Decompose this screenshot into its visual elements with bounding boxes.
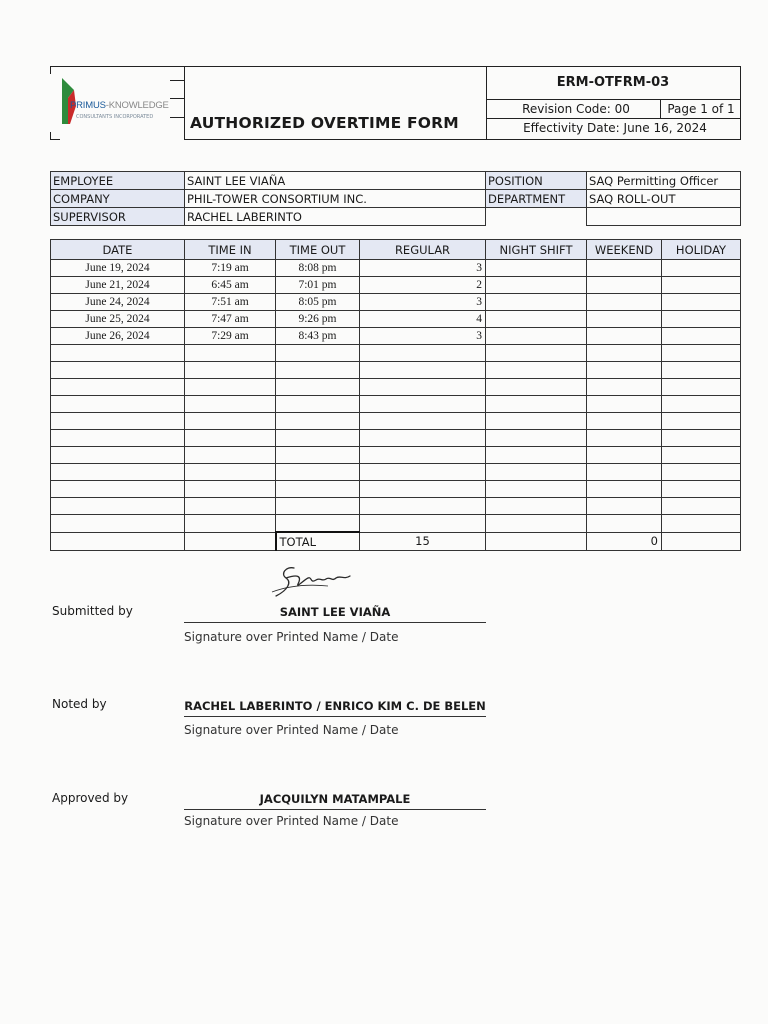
supervisor-label: SUPERVISOR [51, 208, 185, 226]
time-in-cell [185, 447, 276, 464]
holiday-cell [662, 362, 741, 379]
time-in-cell: 7:29 am [185, 328, 276, 345]
col-night-shift-header: NIGHT SHIFT [486, 240, 587, 260]
holiday-cell [662, 311, 741, 328]
holiday-cell [662, 260, 741, 277]
date-cell [51, 498, 185, 515]
noted-by-label: Noted by [52, 697, 107, 711]
regular-cell [360, 464, 486, 481]
time-in-cell [185, 362, 276, 379]
logo-tagline: CONSULTANTS INCORPORATED [76, 114, 154, 120]
weekend-cell [587, 362, 662, 379]
form-title: AUTHORIZED OVERTIME FORM [190, 114, 459, 132]
holiday-cell [662, 430, 741, 447]
night-shift-cell [486, 260, 587, 277]
date-cell [51, 396, 185, 413]
time-in-cell [185, 498, 276, 515]
regular-cell: 3 [360, 294, 486, 311]
position-label: POSITION [486, 172, 587, 190]
night-shift-cell [486, 345, 587, 362]
holiday-cell [662, 447, 741, 464]
weekend-cell [587, 413, 662, 430]
holiday-cell [662, 294, 741, 311]
weekend-cell [587, 379, 662, 396]
weekend-cell [587, 328, 662, 345]
table-row [51, 379, 741, 396]
company-logo [56, 74, 176, 130]
total-blank-1 [51, 532, 185, 551]
approved-by-name: JACQUILYN MATAMPALE [184, 792, 486, 810]
time-out-cell: 8:43 pm [276, 328, 360, 345]
time-out-cell [276, 481, 360, 498]
header-right-border [740, 66, 741, 140]
night-shift-cell [486, 396, 587, 413]
holiday-cell [662, 328, 741, 345]
weekend-cell [587, 311, 662, 328]
total-regular: 15 [360, 532, 486, 551]
header-top-border [50, 66, 740, 67]
regular-cell [360, 345, 486, 362]
submitted-by-label: Submitted by [52, 604, 133, 618]
holiday-cell [662, 515, 741, 533]
time-in-cell [185, 464, 276, 481]
position-value: SAQ Permitting Officer [587, 172, 741, 190]
blank-cell [486, 208, 587, 226]
time-out-cell [276, 396, 360, 413]
weekend-cell [587, 396, 662, 413]
holiday-cell [662, 379, 741, 396]
col-regular-header: REGULAR [360, 240, 486, 260]
department-label: DEPARTMENT [486, 190, 587, 208]
date-cell [51, 481, 185, 498]
supervisor-row [51, 208, 741, 226]
date-cell [51, 430, 185, 447]
time-out-cell [276, 430, 360, 447]
time-in-cell [185, 481, 276, 498]
night-shift-cell [486, 294, 587, 311]
night-shift-cell [486, 447, 587, 464]
time-in-cell [185, 413, 276, 430]
table-row [51, 260, 741, 277]
company-label: COMPANY [51, 190, 185, 208]
time-in-cell [185, 345, 276, 362]
time-in-cell [185, 515, 276, 533]
regular-cell: 4 [360, 311, 486, 328]
night-shift-cell [486, 328, 587, 345]
holiday-cell [662, 481, 741, 498]
total-row [51, 532, 741, 551]
col-holiday-header: HOLIDAY [662, 240, 741, 260]
time-out-cell [276, 362, 360, 379]
night-shift-cell [486, 430, 587, 447]
date-cell: June 26, 2024 [51, 328, 185, 345]
overtime-body [51, 260, 741, 551]
table-row [51, 430, 741, 447]
weekend-cell [587, 345, 662, 362]
time-out-cell [276, 464, 360, 481]
holiday-cell [662, 277, 741, 294]
time-in-cell: 7:47 am [185, 311, 276, 328]
time-out-cell [276, 498, 360, 515]
time-out-cell: 7:01 pm [276, 277, 360, 294]
total-weekend: 0 [587, 532, 662, 551]
header-revision-underline [486, 118, 740, 119]
table-row [51, 498, 741, 515]
header-title-underline [184, 139, 486, 140]
table-row [51, 277, 741, 294]
regular-cell: 2 [360, 277, 486, 294]
signature-scribble-icon [268, 562, 360, 602]
table-row [51, 362, 741, 379]
time-in-cell [185, 396, 276, 413]
weekend-cell [587, 430, 662, 447]
time-in-cell [185, 379, 276, 396]
table-row [51, 464, 741, 481]
time-in-cell: 6:45 am [185, 277, 276, 294]
logo-secondary-text: KNOWLEDGE [108, 100, 169, 111]
weekend-cell [587, 481, 662, 498]
date-cell: June 19, 2024 [51, 260, 185, 277]
date-cell [51, 345, 185, 362]
weekend-cell [587, 260, 662, 277]
holiday-cell [662, 413, 741, 430]
time-out-cell [276, 345, 360, 362]
overtime-header-row [51, 240, 741, 260]
total-night-shift [486, 532, 587, 551]
total-holiday [662, 532, 741, 551]
regular-cell: 3 [360, 328, 486, 345]
time-out-cell [276, 447, 360, 464]
holiday-cell [662, 464, 741, 481]
header-code-underline [486, 99, 740, 100]
table-row [51, 413, 741, 430]
date-cell [51, 413, 185, 430]
table-row [51, 345, 741, 362]
overtime-table [50, 239, 741, 551]
form-header [50, 66, 740, 140]
date-cell: June 24, 2024 [51, 294, 185, 311]
company-value: PHIL-TOWER CONSORTIUM INC. [185, 190, 486, 208]
time-in-cell: 7:19 am [185, 260, 276, 277]
logo-primary-text: PRIMUS [70, 100, 106, 111]
regular-cell [360, 379, 486, 396]
header-bottom-left-tick [50, 139, 60, 140]
regular-cell [360, 396, 486, 413]
employee-info-table [50, 171, 741, 226]
regular-cell [360, 481, 486, 498]
weekend-cell [587, 294, 662, 311]
night-shift-cell [486, 311, 587, 328]
regular-cell [360, 515, 486, 533]
approved-by-caption: Signature over Printed Name / Date [184, 814, 399, 828]
col-date-header: DATE [51, 240, 185, 260]
date-cell [51, 447, 185, 464]
time-in-cell: 7:51 am [185, 294, 276, 311]
employee-label: EMPLOYEE [51, 172, 185, 190]
night-shift-cell [486, 277, 587, 294]
table-row [51, 311, 741, 328]
holiday-cell [662, 498, 741, 515]
table-row [51, 515, 741, 533]
time-out-cell [276, 413, 360, 430]
night-shift-cell [486, 413, 587, 430]
page-number: Page 1 of 1 [667, 102, 735, 116]
regular-cell [360, 447, 486, 464]
regular-cell [360, 362, 486, 379]
date-cell [51, 515, 185, 533]
blank-value-cell [587, 208, 741, 226]
noted-by-caption: Signature over Printed Name / Date [184, 723, 399, 737]
regular-cell [360, 498, 486, 515]
table-row [51, 447, 741, 464]
date-cell [51, 362, 185, 379]
time-out-cell: 8:08 pm [276, 260, 360, 277]
total-label: TOTAL [276, 532, 360, 551]
table-row [51, 294, 741, 311]
holiday-cell [662, 345, 741, 362]
regular-cell [360, 430, 486, 447]
night-shift-cell [486, 481, 587, 498]
date-cell: June 25, 2024 [51, 311, 185, 328]
table-row [51, 328, 741, 345]
col-weekend-header: WEEKEND [587, 240, 662, 260]
col-time-in-header: TIME IN [185, 240, 276, 260]
header-left-tick [50, 66, 51, 74]
date-cell: June 21, 2024 [51, 277, 185, 294]
time-out-cell [276, 379, 360, 396]
night-shift-cell [486, 498, 587, 515]
header-logo-divider [184, 66, 185, 140]
night-shift-cell [486, 379, 587, 396]
regular-cell [360, 413, 486, 430]
regular-cell: 3 [360, 260, 486, 277]
weekend-cell [587, 447, 662, 464]
supervisor-value: RACHEL LABERINTO [185, 208, 486, 226]
submitted-by-caption: Signature over Printed Name / Date [184, 630, 399, 644]
document-code: ERM-OTFRM-03 [556, 75, 670, 90]
date-cell [51, 464, 185, 481]
table-row [51, 396, 741, 413]
time-out-cell: 9:26 pm [276, 311, 360, 328]
holiday-cell [662, 396, 741, 413]
submitted-by-name: SAINT LEE VIAÑA [184, 605, 486, 623]
night-shift-cell [486, 464, 587, 481]
weekend-cell [587, 464, 662, 481]
total-blank-2 [185, 532, 276, 551]
employee-row [51, 172, 741, 190]
approved-by-label: Approved by [52, 791, 129, 805]
effectivity-date: Effectivity Date: June 16, 2024 [523, 121, 707, 135]
weekend-cell [587, 277, 662, 294]
header-bottom-border [486, 139, 740, 140]
col-time-out-header: TIME OUT [276, 240, 360, 260]
weekend-cell [587, 515, 662, 533]
department-value: SAQ ROLL-OUT [587, 190, 741, 208]
logo-wordmark: PRIMUS-KNOWLEDGE [70, 100, 169, 111]
company-row [51, 190, 741, 208]
time-out-cell: 8:05 pm [276, 294, 360, 311]
time-out-cell [276, 515, 360, 533]
revision-code: Revision Code: 00 [522, 102, 630, 116]
table-row [51, 481, 741, 498]
employee-value: SAINT LEE VIAÑA [185, 172, 486, 190]
night-shift-cell [486, 515, 587, 533]
noted-by-name: RACHEL LABERINTO / ENRICO KIM C. DE BELEN [184, 699, 486, 717]
date-cell [51, 379, 185, 396]
time-in-cell [185, 430, 276, 447]
night-shift-cell [486, 362, 587, 379]
weekend-cell [587, 498, 662, 515]
